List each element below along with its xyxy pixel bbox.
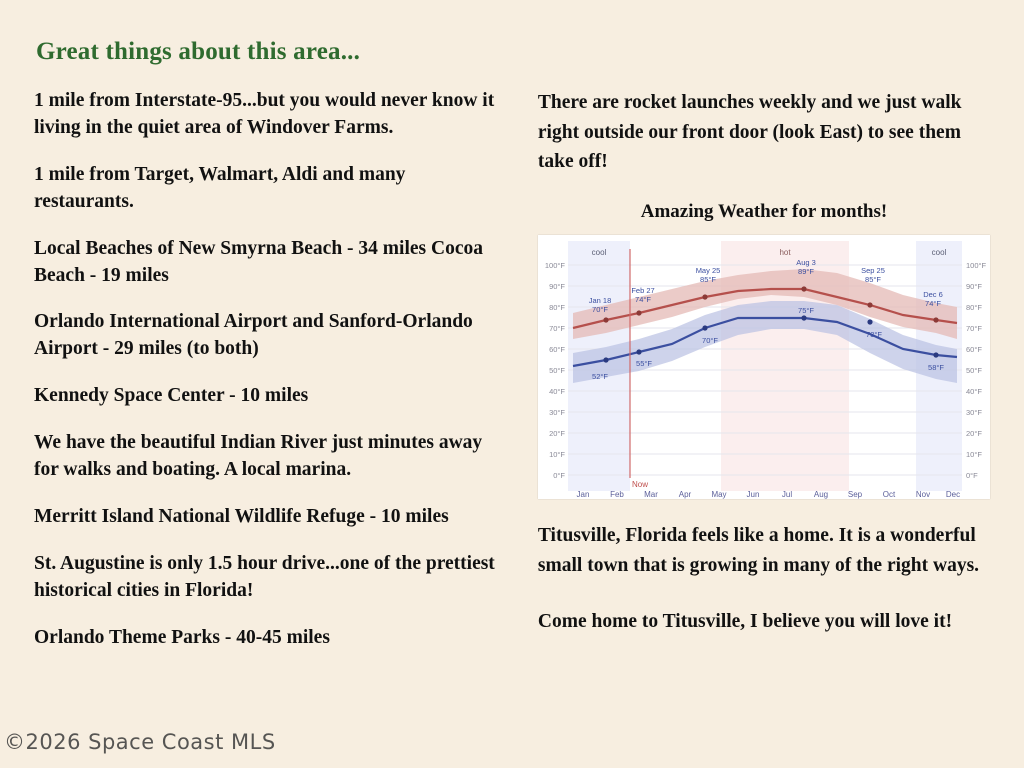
annotation-sep25-value: 85°F bbox=[864, 274, 881, 284]
svg-text:80°F: 80°F bbox=[965, 302, 982, 312]
svg-text:40°F: 40°F bbox=[548, 386, 565, 396]
annotation-feb27: Feb 27 bbox=[631, 285, 655, 295]
annotation-dec6-value: 74°F bbox=[924, 298, 941, 308]
annotation-low-feb: 55°F bbox=[635, 358, 652, 368]
left-paragraph: Orlando Theme Parks - 40-45 miles bbox=[34, 626, 330, 648]
x-label-mar: Mar bbox=[644, 489, 658, 499]
left-paragraph: Kennedy Space Center - 10 miles bbox=[34, 385, 309, 407]
annotation-may25-value: 85°F bbox=[699, 274, 716, 284]
annotation-jan18-value: 70°F bbox=[591, 304, 608, 314]
now-label: Now bbox=[631, 479, 648, 489]
annotation-low-aug: 75°F bbox=[797, 305, 814, 315]
annotation-low-jan: 52°F bbox=[591, 371, 608, 381]
svg-text:0°F: 0°F bbox=[965, 470, 978, 480]
x-label-oct: Oct bbox=[882, 489, 896, 499]
annotation-low-dec: 58°F bbox=[927, 362, 944, 372]
svg-text:70°F: 70°F bbox=[965, 323, 982, 333]
x-label-apr: Apr bbox=[678, 489, 692, 499]
left-paragraph: St. Augustine is only 1.5 hour drive...one of the prettiest historical cities in Florida! bbox=[34, 552, 495, 601]
x-label-jul: Jul bbox=[781, 489, 793, 499]
svg-text:70°F: 70°F bbox=[548, 323, 565, 333]
annotation-aug3-value: 89°F bbox=[797, 266, 814, 276]
band-label-cool-right: cool bbox=[931, 247, 947, 257]
svg-text:50°F: 50°F bbox=[965, 365, 982, 375]
svg-text:40°F: 40°F bbox=[965, 386, 982, 396]
left-paragraph: Local Beaches of New Smyrna Beach - 34 miles Cocoa Beach - 19 miles bbox=[34, 237, 483, 286]
svg-text:100°F: 100°F bbox=[965, 260, 987, 270]
svg-text:20°F: 20°F bbox=[548, 428, 565, 438]
svg-text:60°F: 60°F bbox=[965, 344, 982, 354]
x-label-nov: Nov bbox=[915, 489, 931, 499]
left-paragraph: Orlando International Airport and Sanford-Orlando Airport - 29 miles (to both) bbox=[34, 311, 473, 360]
weather-chart-title: Amazing Weather for months! bbox=[640, 200, 888, 222]
left-column bbox=[34, 88, 496, 672]
svg-text:0°F: 0°F bbox=[553, 470, 565, 480]
left-paragraph: 1 mile from Interstate-95...but you would never know it living in the quiet area of Windover Farms. bbox=[34, 90, 495, 138]
right-column bbox=[538, 88, 990, 672]
x-label-aug: Aug bbox=[813, 489, 829, 499]
annotation-low-sep: 73°F bbox=[865, 329, 882, 339]
x-label-feb: Feb bbox=[610, 489, 624, 499]
x-label-jan: Jan bbox=[576, 489, 590, 499]
svg-text:30°F: 30°F bbox=[548, 407, 565, 417]
content-columns bbox=[34, 88, 990, 672]
svg-text:50°F: 50°F bbox=[548, 365, 565, 375]
svg-text:30°F: 30°F bbox=[965, 407, 982, 417]
left-paragraph: 1 mile from Target, Walmart, Aldi and many restaurants. bbox=[34, 163, 406, 212]
svg-text:100°F: 100°F bbox=[544, 260, 565, 270]
x-label-jun: Jun bbox=[746, 489, 760, 499]
closing-paragraph: Come home to Titusville, I believe you will love it! bbox=[537, 611, 953, 633]
svg-text:80°F: 80°F bbox=[548, 302, 565, 312]
temperature-chart bbox=[538, 235, 990, 499]
rocket-launch-paragraph: There are rocket launches weekly and we just walk right outside our front door (look East) to see them take off! bbox=[537, 92, 962, 173]
x-label-may: May bbox=[711, 489, 727, 499]
copyright-footer: ©2026 Space Coast MLS bbox=[4, 730, 276, 754]
weather-chart-card bbox=[538, 235, 990, 499]
svg-text:10°F: 10°F bbox=[548, 449, 565, 459]
band-label-cool-left: cool bbox=[591, 247, 607, 257]
annotation-jan18: Jan 18 bbox=[588, 295, 612, 305]
page-title: Great things about this area... bbox=[36, 38, 361, 65]
annotation-aug3: Aug 3 bbox=[796, 257, 816, 267]
x-label-dec: Dec bbox=[945, 489, 961, 499]
svg-text:10°F: 10°F bbox=[965, 449, 982, 459]
left-paragraph: Merritt Island National Wildlife Refuge - 10 miles bbox=[34, 505, 449, 527]
annotation-low-may: 70°F bbox=[701, 335, 718, 345]
svg-text:60°F: 60°F bbox=[548, 344, 565, 354]
annotation-feb27-value: 74°F bbox=[634, 294, 651, 304]
annotation-sep25: Sep 25 bbox=[861, 265, 885, 275]
left-paragraph: We have the beautiful Indian River just minutes away for walks and boating. A local marina. bbox=[34, 432, 483, 481]
annotation-dec6: Dec 6 bbox=[923, 289, 943, 299]
x-label-sep: Sep bbox=[847, 489, 863, 499]
svg-text:90°F: 90°F bbox=[548, 281, 565, 291]
svg-text:90°F: 90°F bbox=[965, 281, 982, 291]
svg-text:20°F: 20°F bbox=[965, 428, 982, 438]
band-label-hot: hot bbox=[779, 247, 791, 257]
titusville-paragraph: Titusville, Florida feels like a home. It is a wonderful small town that is growing in many of the right ways. bbox=[537, 524, 980, 577]
annotation-may25: May 25 bbox=[695, 265, 721, 275]
